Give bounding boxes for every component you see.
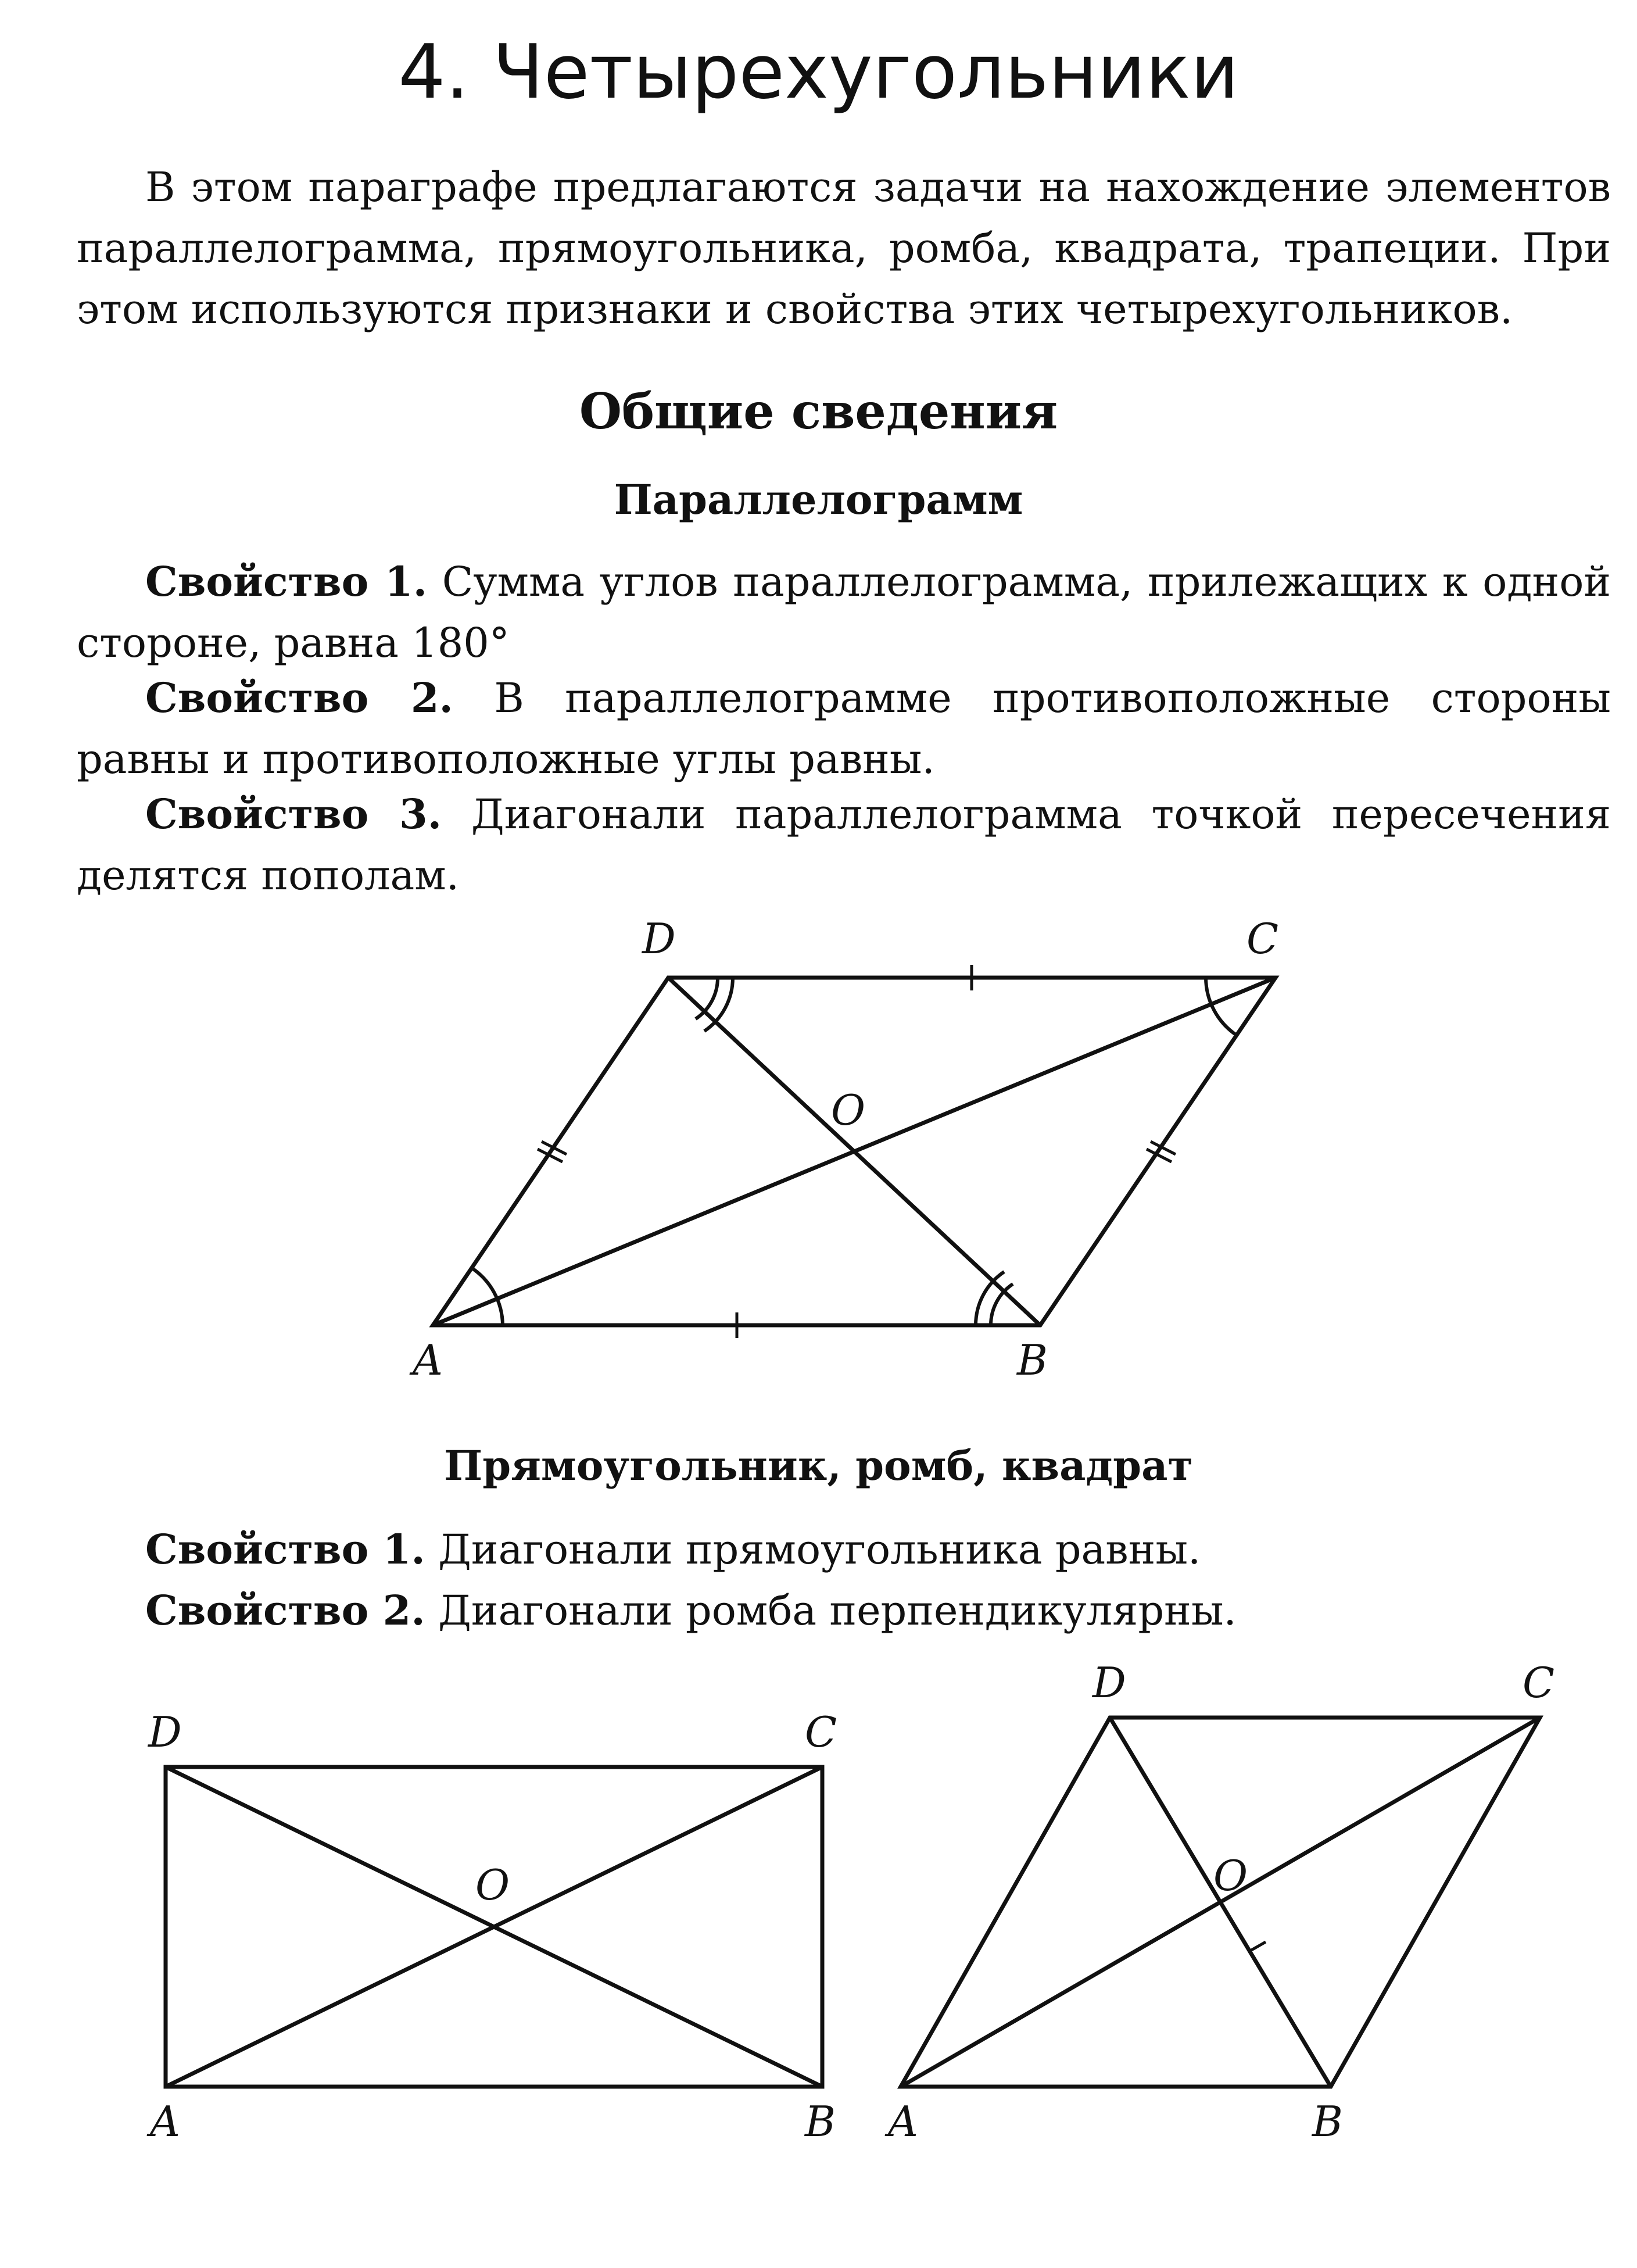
property-text: В параллелограмме противоположные стороны равны и противоположные углы равны. <box>77 674 1611 783</box>
section-heading-general: Общие сведения <box>579 382 1058 440</box>
rect-label-b: B <box>805 2097 836 2146</box>
property-label: Свойство 1. <box>145 557 428 606</box>
property-text: Диагонали параллелограмма точкой пересечения делятся пополам. <box>77 790 1611 899</box>
rect-label-o: O <box>475 1861 510 1909</box>
property-label: Свойство 2. <box>145 674 453 722</box>
rect-label-d: D <box>148 1708 182 1757</box>
subheading-rectangle-rhombus-square: Прямоугольник, ромб, квадрат <box>444 1441 1193 1490</box>
subheading-parallelogram: Параллелограмм <box>614 475 1023 524</box>
property-label: Свойство 2. <box>145 1586 425 1634</box>
label-d: D <box>642 914 676 963</box>
page-title: 4. Четырехугольники <box>398 29 1239 116</box>
rhombus-label-d: D <box>1092 1658 1126 1707</box>
label-o: O <box>831 1086 866 1135</box>
property-text: Сумма углов параллелограмма, прилежащих к одной стороне, равна 180° <box>77 558 1611 667</box>
rhombus-diagonal-bd <box>1110 1718 1331 2087</box>
intro-paragraph: В этом параграфе предлагаются задачи на нахождение элементов параллелограмма, прямоугольника, ромба, квадрата, трапеции. При этом используются признаки и свойства этих четырехугольников. <box>77 163 1611 333</box>
property-label: Свойство 3. <box>145 790 442 838</box>
label-c: C <box>1246 914 1279 963</box>
property-text: Диагонали ромба перпендикулярны. <box>438 1587 1237 1634</box>
property-text: Диагонали прямоугольника равны. <box>438 1526 1201 1573</box>
rect-label-c: C <box>805 1708 837 1757</box>
label-a: A <box>413 1336 443 1385</box>
label-b: B <box>1017 1336 1048 1385</box>
property-label: Свойство 1. <box>145 1525 425 1573</box>
rhombus-label-o: O <box>1213 1851 1248 1900</box>
rhombus-label-c: C <box>1523 1658 1555 1707</box>
right-angle-mark <box>1234 1925 1266 1951</box>
rect-label-a: A <box>150 2097 180 2146</box>
rhombus-label-b: B <box>1312 2097 1343 2146</box>
rhombus-label-a: A <box>888 2097 918 2146</box>
